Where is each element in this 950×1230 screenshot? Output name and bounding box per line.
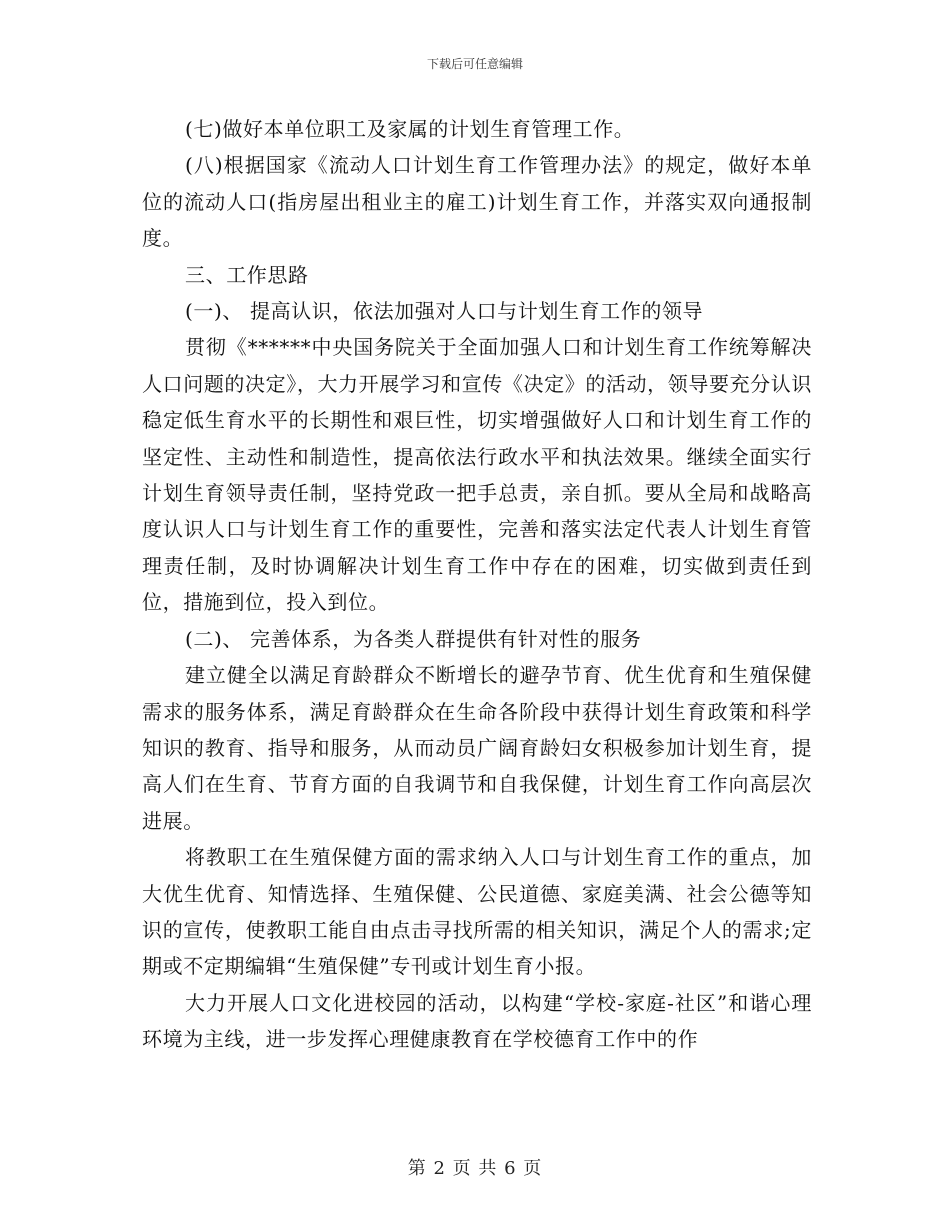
paragraph-body-3: 将教职工在生殖保健方面的需求纳入人口与计划生育工作的重点，加大优生优育、知情选择、生殖保健、公民道德、家庭美满、社会公德等知识的宣传，使教职工能自由点击寻找所需的相关知识，满足个人的需求;定期或不定期编辑“生殖保健”专刊或计划生育小报。 <box>142 845 812 979</box>
page-number-footer: 第 2 页 共 6 页 <box>407 1158 543 1179</box>
page-header-note: 下载后可任意编辑 <box>426 57 523 71</box>
paragraph-body-4: 大力开展人口文化进校园的活动，以构建“学校-家庭-社区”和谐心理环境为主线，进一步发挥心理健康教育在学校德育工作中的作 <box>142 990 812 1052</box>
subheading-1: (一)、 提高认识，依法加强对人口与计划生育工作的领导 <box>185 299 704 324</box>
paragraph-body-1: 贯彻《******中央国务院关于全面加强人口和计划生育工作统筹解决人口问题的决定》，大力开展学习和宣传《决定》的活动，领导要充分认识稳定低生育水平的长期性和艰巨性，切实增强做好人口和计划生育工作的坚定性、主动性和制造性，提高依法行政水平和执法效果。继续全面实行计划生育领导责任制，坚持党政一把手总责，亲自抓。要从全局和战略高度认识人口与计划生育工作的重要性，完善和落实法定代表人计划生育管理责任制，及时协调解决计划生育工作中存在的困难，切实做到责任到位，措施到位，投入到位。 <box>142 335 812 615</box>
paragraph-body-2: 建立健全以满足育龄群众不断增长的避孕节育、优生优育和生殖保健需求的服务体系，满足育龄群众在生命各阶段中获得计划生育政策和科学知识的教育、指导和服务，从而动员广阔育龄妇女积极参加计划生育，提高人们在生育、节育方面的自我调节和自我保健，计划生育工作向高层次进展。 <box>142 663 812 833</box>
paragraph-item-8: (八)根据国家《流动人口计划生育工作管理办法》的规定，做好本单位的流动人口(指房屋出租业主的雇工)计划生育工作，并落实双向通报制度。 <box>142 153 812 251</box>
section-heading-work-ideas: 三、工作思路 <box>185 262 309 287</box>
document-body <box>142 111 812 1058</box>
subheading-2: (二)、 完善体系，为各类人群提供有针对性的服务 <box>185 626 642 651</box>
paragraph-item-7: (七)做好本单位职工及家属的计划生育管理工作。 <box>185 117 635 141</box>
